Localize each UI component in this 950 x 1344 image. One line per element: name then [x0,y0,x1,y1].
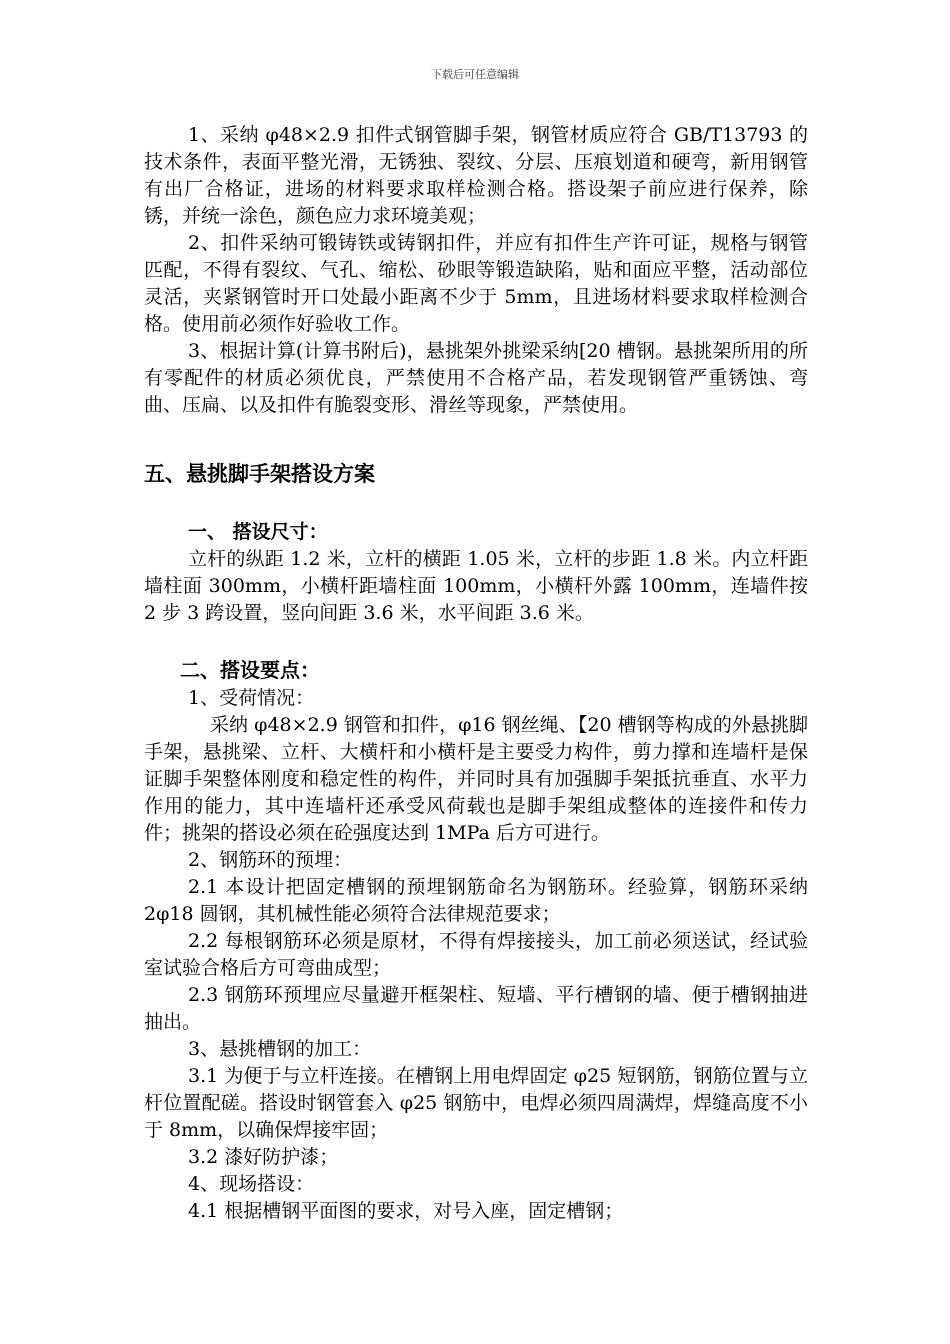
section-heading: 五、悬挑脚手架搭设方案 [144,462,375,486]
subsection-heading: 一、 搭设尺寸： [188,521,328,543]
paragraph: 4、现场搭设： [188,1173,315,1195]
page-header: 下载后可任意编辑 [431,68,519,81]
document-body [144,122,808,1225]
paragraph: 4.1 根据槽钢平面图的要求，对号入座，固定槽钢； [188,1200,624,1222]
paragraph: 3.2 漆好防护漆； [188,1146,339,1168]
paragraph: 2.1 本设计把固定槽钢的预埋钢筋命名为钢筋环。经验算，钢筋环采纳 2φ18 圆钢，其机械性能必须符合法律规范要求； [144,876,808,925]
paragraph: 2、钢筋环的预埋： [188,849,353,871]
paragraph: 2、扣件采纳可锻铸铁或铸钢扣件，并应有扣件生产许可证，规格与钢管匹配，不得有裂纹、气孔、缩松、砂眼等锻造缺陷，贴和面应平整，活动部位灵活，夹紧钢管时开口处最小距离不少于 5mm，且进场材料要求取样检测合格。使用前必须作好验收工作。 [144,232,808,335]
paragraph: 3、根据计算(计算书附后)，悬挑架外挑梁采纳[20 槽钢。悬挑架所用的所有零配件的材质必须优良，严禁使用不合格产品，若发现钢管严重锈蚀、弯曲、压扁、以及扣件有脆裂变形、滑丝等现象，严禁使用。 [144,340,808,416]
subsection-body [144,685,808,1225]
paragraph: 1、受荷情况： [188,687,315,709]
paragraph: 2.2 每根钢筋环必须是原材，不得有焊接接头，加工前必须送试，经试验室试验合格后方可弯曲成型； [144,930,808,979]
paragraph: 3.1 为便于与立杆连接。在槽钢上用电焊固定 φ25 短钢筋，钢筋位置与立杆位置配磋。搭设时钢管套入 φ25 钢筋中，电焊必须四周满焊，焊缝高度不小于 8mm，以确保焊接牢固； [144,1065,808,1141]
paragraph: 2.3 钢筋环预埋应尽量避开框架柱、短墙、平行槽钢的墙、便于槽钢抽进抽出。 [144,984,808,1033]
paragraph: 3、悬挑槽钢的加工： [188,1038,372,1060]
paragraph: 1、采纳 φ48×2.9 扣件式钢管脚手架，钢管材质应符合 GB/T13793 的技术条件，表面平整光滑，无锈独、裂纹、分层、压痕划道和硬弯，新用钢管有出厂合格证，进场的材料要求取样检测合格。搭设架子前应进行保养，除锈，并统一涂色，颜色应力求环境美观； [144,124,808,227]
subsection-heading: 二、搭设要点： [180,658,320,682]
paragraph: 采纳 φ48×2.9 钢管和扣件，φ16 钢丝绳、【20 槽钢等构成的外悬挑脚手架，悬挑梁、立杆、大横杆和小横杆是主要受力构件，剪力撑和连墙杆是保证脚手架整体刚度和稳定性的构件，并同时具有加强脚手架抵抗垂直、水平力作用的能力，其中连墙杆还承受风荷载也是脚手架组成整体的连接件和传力件；挑架的搭设必须在砼强度达到 1MPa 后方可进行。 [144,714,808,844]
paragraph: 立杆的纵距 1.2 米，立杆的横距 1.05 米，立杆的步距 1.8 米。内立杆距墙柱面 300mm，小横杆距墙柱面 100mm，小横杆外露 100mm，连墙件按 2 步 3 跨设置，竖向间距 3.6 米，水平间距 3.6 米。 [144,548,808,624]
